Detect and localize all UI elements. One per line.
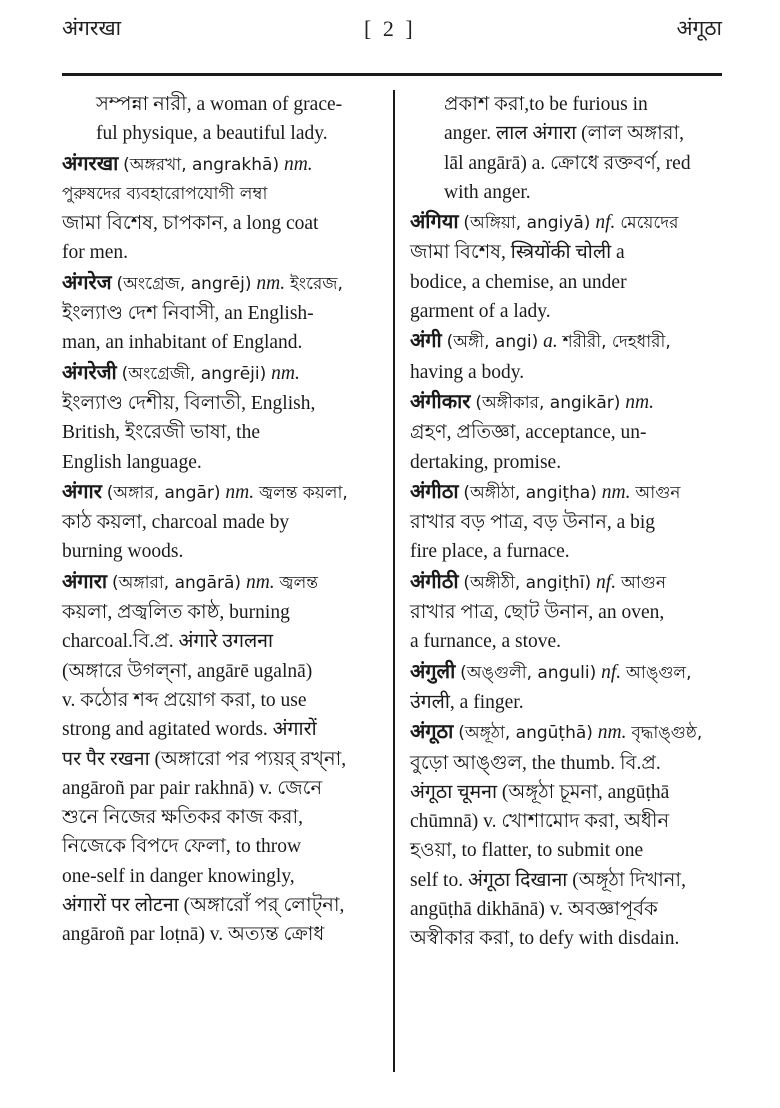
- pronunciation: (অংগ্রেজ, angrēj): [116, 273, 252, 294]
- dictionary-entry: अंगरेज (অংগ্রেজ, angrēj) nm. ইংরেজ, ইংল্যাণ্ড দেশ নিবাসী, an English- man, an inhabitant of England.: [62, 269, 343, 354]
- right-column: [410, 90, 722, 954]
- headword: अंगूठा: [410, 719, 454, 744]
- dictionary-entry: अंगरेजी (অংগ্রেজী, angrēji) nm. ইংল্যাণ্ড দেশীয়, বিলাতী, English, British, ইংরেজী ভাষা, the English language.: [62, 359, 316, 473]
- pronunciation: (অঙ্গরখা, angrakhā): [123, 154, 280, 175]
- guide-word-left: अंगरखा: [62, 16, 122, 40]
- dictionary-entry: अंगारा (অঙ্গারা, angārā) nm. জ্বলন্ত কয়লা, প্রজ্বলিত কাষ্ঠ, burning charcoal.বি.প্র. अंगारे उगलना (অঙ্গারে উগল্না, angārē ugalnā) v. কঠোর শব্দ প্রয়োগ করা, to use strong and agitated words. अंगारों पर पैर रखना (অঙ্গারো পর প্যয়র্ রখ্না, angāroñ par pair rakhnā) v. জেনে শুনে নিজের ক্ষতিকর কাজ করা, নিজেকে বিপদে ফেলা, to throw one-self in danger knowingly, अंगारों पर लोटना (অঙ্গারোঁ পর্ লোট্না, angāroñ par loṭnā) v. অত্যন্ত ক্রোধ: [62, 568, 347, 946]
- column-divider: [393, 90, 395, 1072]
- left-column: [62, 90, 378, 950]
- headword: अंगीकार: [410, 388, 471, 413]
- page-number: [ 2 ]: [364, 16, 416, 41]
- headword: अंगीठा: [410, 478, 459, 503]
- headword: अंगीठी: [410, 568, 459, 593]
- headword: अंगरेजी: [62, 359, 117, 384]
- headword: अंगरेज: [62, 269, 112, 294]
- dictionary-entry: अंगीठी (অঙ্গীঠী, angiṭhī) nf. আগুন রাখার পাত্র, ছোট উনান, an oven, a furnance, a stove.: [410, 568, 667, 653]
- pronunciation: (অঙ্গিয়া, angiyā): [463, 213, 591, 234]
- dictionary-entry: अंगुली (অঙ্গুলী, anguli) nf. আঙ্গুল, उंगली, a finger.: [410, 658, 692, 713]
- pronunciation: (অঙ্গার, angār): [106, 482, 221, 503]
- pronunciation: (অঙ্গারা, angārā): [111, 572, 242, 593]
- guide-word-right: अंगूठा: [676, 16, 722, 40]
- part-of-speech: nm.: [245, 571, 275, 593]
- headword: अंगारा: [62, 568, 108, 593]
- dictionary-entry: अंगार (অঙ্গার, angār) nm. জ্বলন্ত কয়লা, কাঠ কয়লা, charcoal made by burning woods.: [62, 478, 348, 563]
- pronunciation: (অঙ্গী, angi): [446, 332, 539, 353]
- headword: अंगिया: [410, 209, 459, 234]
- dictionary-entry: अंगीकार (অঙ্গীকার, angikār) nm. গ্রহণ, প্রতিজ্ঞা, acceptance, un- dertaking, promise.: [410, 388, 654, 473]
- part-of-speech: nm.: [597, 722, 627, 744]
- pronunciation: (অংগ্রেজী, angrēji): [121, 363, 267, 384]
- dictionary-entry: अंगी (অঙ্গী, angi) a. শরীরী, দেহধারী, having a body.: [410, 328, 671, 383]
- part-of-speech: nf.: [601, 661, 622, 683]
- part-of-speech: nm.: [283, 153, 313, 175]
- part-of-speech: nm.: [601, 481, 631, 503]
- headword: अंगार: [62, 478, 102, 503]
- dictionary-entry: अंगिया (অঙ্গিয়া, angiyā) nf. মেয়েদের জামা বিশেষ, स्त्रियोंकी चोली a bodice, a chemise, an under garment of a lady.: [410, 209, 679, 323]
- headword: अंगुली: [410, 658, 456, 683]
- dictionary-entry: अंगीठा (অঙ্গীঠা, angiṭha) nm. আগুন রাখার বড় পাত্র, বড় উনান, a big fire place, a furnace.: [410, 478, 681, 563]
- pronunciation: (অঙ্গীকার, angikār): [475, 392, 621, 413]
- part-of-speech: a.: [543, 331, 558, 353]
- pronunciation: (অঙ্গীঠা, angiṭha): [463, 482, 597, 503]
- continuation-text: প্রকাশ করা,to be furious in anger. लाल अंगारा (লাল অঙ্গারা, lāl angārā) a. ক্রোধে রক্তবর্ণ, red with anger.: [444, 94, 691, 203]
- dictionary-entry: अंगरखा (অঙ্গরখা, angrakhā) nm. পুরুষদের ব্যবহারোপযোগী লম্বা জামা বিশেষ, চাপকান, a long coat for men.: [62, 150, 319, 264]
- part-of-speech: nm.: [256, 272, 286, 294]
- part-of-speech: nm.: [271, 362, 300, 384]
- pronunciation: (অঙ্গূঠা, angūṭhā): [458, 723, 593, 744]
- continuation-text: সম্পন্না নারী, a woman of grace- ful physique, a beautiful lady.: [96, 94, 343, 145]
- part-of-speech: nm.: [225, 481, 255, 503]
- part-of-speech: nf.: [595, 212, 616, 234]
- part-of-speech: nm.: [625, 391, 654, 413]
- header-rule: [62, 73, 722, 76]
- headword: अंगरखा: [62, 150, 119, 175]
- dictionary-entry: अंगूठा (অঙ্গূঠা, angūṭhā) nm. বৃদ্ধাঙ্গুষ্ঠ, বুড়ো আঙ্গুল, the thumb. বি.প্র. अंगूठा चूमना (অঙ্গূঠা চূমনা, angūṭhā chūmnā) v. খোশামোদ করা, অধীন হওয়া, to flatter, to submit one self to. अंगूठा दिखाना (অঙ্গূঠা দিখানা, angūṭhā dikhānā) v. অবজ্ঞাপূর্বক অস্বীকার করা, to defy with disdain.: [410, 719, 703, 950]
- pronunciation: (অঙ্গীঠী, angiṭhī): [463, 572, 592, 593]
- part-of-speech: nf.: [596, 571, 617, 593]
- headword: अंगी: [410, 328, 442, 353]
- pronunciation: (অঙ্গুলী, anguli): [460, 662, 597, 683]
